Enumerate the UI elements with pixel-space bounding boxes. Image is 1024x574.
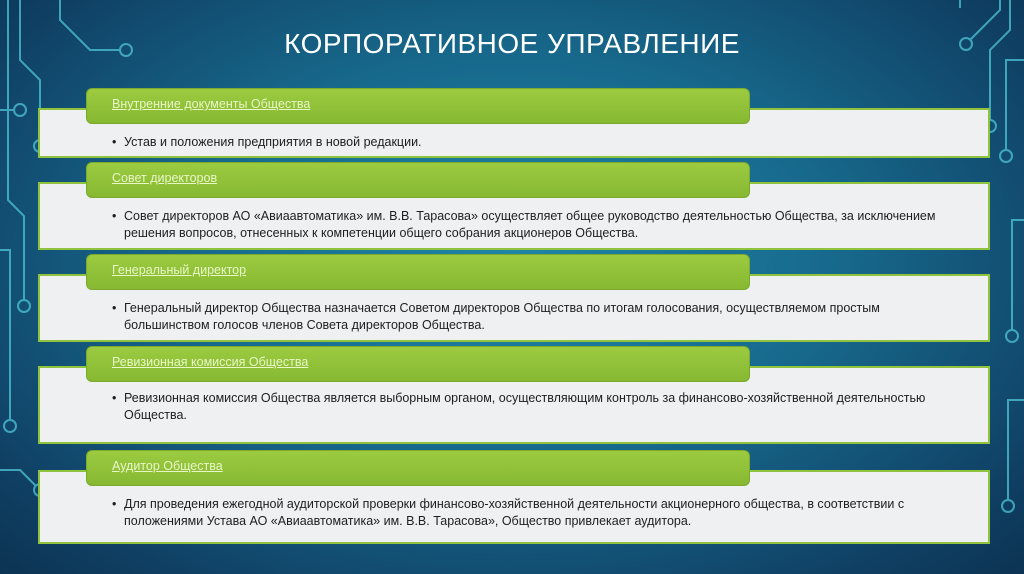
bullet-icon: • xyxy=(112,209,117,223)
section-body: Ревизионная комиссия Общества является выборным органом, осуществляющим контроль за финансово-хозяйственной деятельностью Общества. xyxy=(124,391,926,422)
section-body-text xyxy=(112,300,948,334)
section-header-bar xyxy=(86,450,750,486)
section-header-bar xyxy=(86,346,750,382)
bullet-icon: • xyxy=(112,391,117,405)
section-header-link[interactable]: Совет директоров xyxy=(112,171,218,185)
bullet-icon: • xyxy=(112,497,117,511)
section-header-link[interactable]: Внутренние документы Общества xyxy=(112,97,311,111)
section-header-link[interactable]: Ревизионная комиссия Общества xyxy=(112,355,309,369)
section-auditor xyxy=(38,450,990,544)
section-audit-commission xyxy=(38,346,990,444)
bullet-icon: • xyxy=(112,135,117,149)
section-body-text xyxy=(112,134,948,151)
section-header-link[interactable]: Генеральный директор xyxy=(112,263,247,277)
section-header-bar xyxy=(86,162,750,198)
section-header-bar xyxy=(86,254,750,290)
section-general-director xyxy=(38,254,990,342)
section-board-of-directors xyxy=(38,162,990,250)
section-internal-documents xyxy=(38,88,990,158)
section-body: Устав и положения предприятия в новой редакции. xyxy=(124,135,422,149)
section-body-text xyxy=(112,390,948,424)
bullet-icon: • xyxy=(112,301,117,315)
section-body: Совет директоров АО «Авиаавтоматика» им. В.В. Тарасова» осуществляет общее руководство деятельностью Общества, за исключением решения вопросов, отнесенных к компетенции общего собрания акционеров Общества. xyxy=(124,209,936,240)
page-title: КОРПОРАТИВНОЕ УПРАВЛЕНИЕ xyxy=(284,28,740,59)
section-body-text xyxy=(112,496,948,530)
section-body: Для проведения ежегодной аудиторской проверки финансово-хозяйственной деятельности акционерного общества, в соответствии с положениями Устава АО «Авиаавтоматика» им. В.В. Тарасова», Общество привлекает аудитора. xyxy=(124,497,905,528)
section-body-text xyxy=(112,208,948,242)
section-body: Генеральный директор Общества назначается Советом директоров Общества по итогам голосования, осуществляемом простым большинством голосов членов Совета директоров Общества. xyxy=(124,301,880,332)
section-header-link[interactable]: Аудитор Общества xyxy=(112,459,223,473)
section-header-bar xyxy=(86,88,750,124)
